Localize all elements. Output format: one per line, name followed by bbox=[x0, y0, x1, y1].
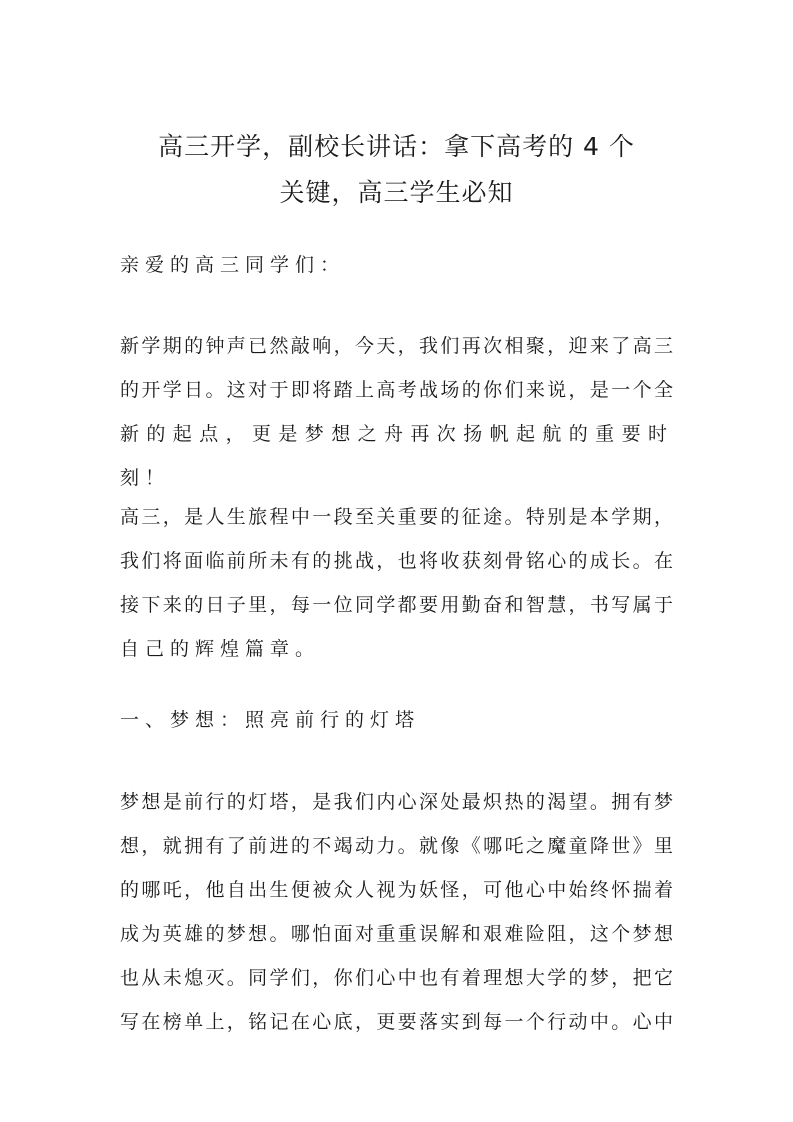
paragraph-2 bbox=[120, 495, 673, 671]
section-heading bbox=[120, 698, 673, 742]
paragraph-line: 自己的辉煌篇章。 bbox=[120, 638, 321, 660]
greeting bbox=[120, 243, 673, 287]
paragraph-line: 新学期的钟声已然敲响，今天，我们再次相聚，迎来了高三 bbox=[120, 335, 673, 357]
title-line: 高三开学，副校长讲话：拿下高考的 4 个 bbox=[158, 132, 635, 161]
paragraph-line: 高三，是人生旅程中一段至关重要的征途。特别是本学期， bbox=[120, 506, 673, 528]
paragraph-3 bbox=[120, 780, 673, 1044]
paragraph-line: 成为英雄的梦想。哪怕面对重重误解和艰难险阻，这个梦想 bbox=[120, 923, 673, 945]
paragraph-line: 接下来的日子里，每一位同学都要用勤奋和智慧，书写属于 bbox=[120, 594, 673, 616]
paragraph-line: 写在榜单上，铭记在心底，更要落实到每一个行动中。心中 bbox=[120, 1011, 673, 1033]
section-heading-text: 一、梦想：照亮前行的灯塔 bbox=[120, 709, 421, 731]
paragraph-line: 想，就拥有了前进的不竭动力。就像《哪吒之魔童降世》里 bbox=[120, 835, 673, 857]
document-title bbox=[100, 124, 693, 216]
paragraph-line: 新的起点，更是梦想之舟再次扬帆起航的重要时刻！ bbox=[120, 423, 673, 489]
title-line: 关键，高三学生必知 bbox=[279, 178, 514, 207]
paragraph-line: 我们将面临前所未有的挑战，也将收获刻骨铭心的成长。在 bbox=[120, 550, 673, 572]
paragraph-line: 梦想是前行的灯塔，是我们内心深处最炽热的渴望。拥有梦 bbox=[120, 791, 673, 813]
paragraph-line: 也从未熄灭。同学们，你们心中也有着理想大学的梦，把它 bbox=[120, 967, 673, 989]
paragraph-line: 的开学日。这对于即将踏上高考战场的你们来说，是一个全 bbox=[120, 379, 673, 401]
paragraph-1 bbox=[120, 324, 673, 500]
greeting-text: 亲爱的高三同学们： bbox=[120, 254, 346, 276]
paragraph-line: 的哪吒，他自出生便被众人视为妖怪，可他心中始终怀揣着 bbox=[120, 879, 673, 901]
